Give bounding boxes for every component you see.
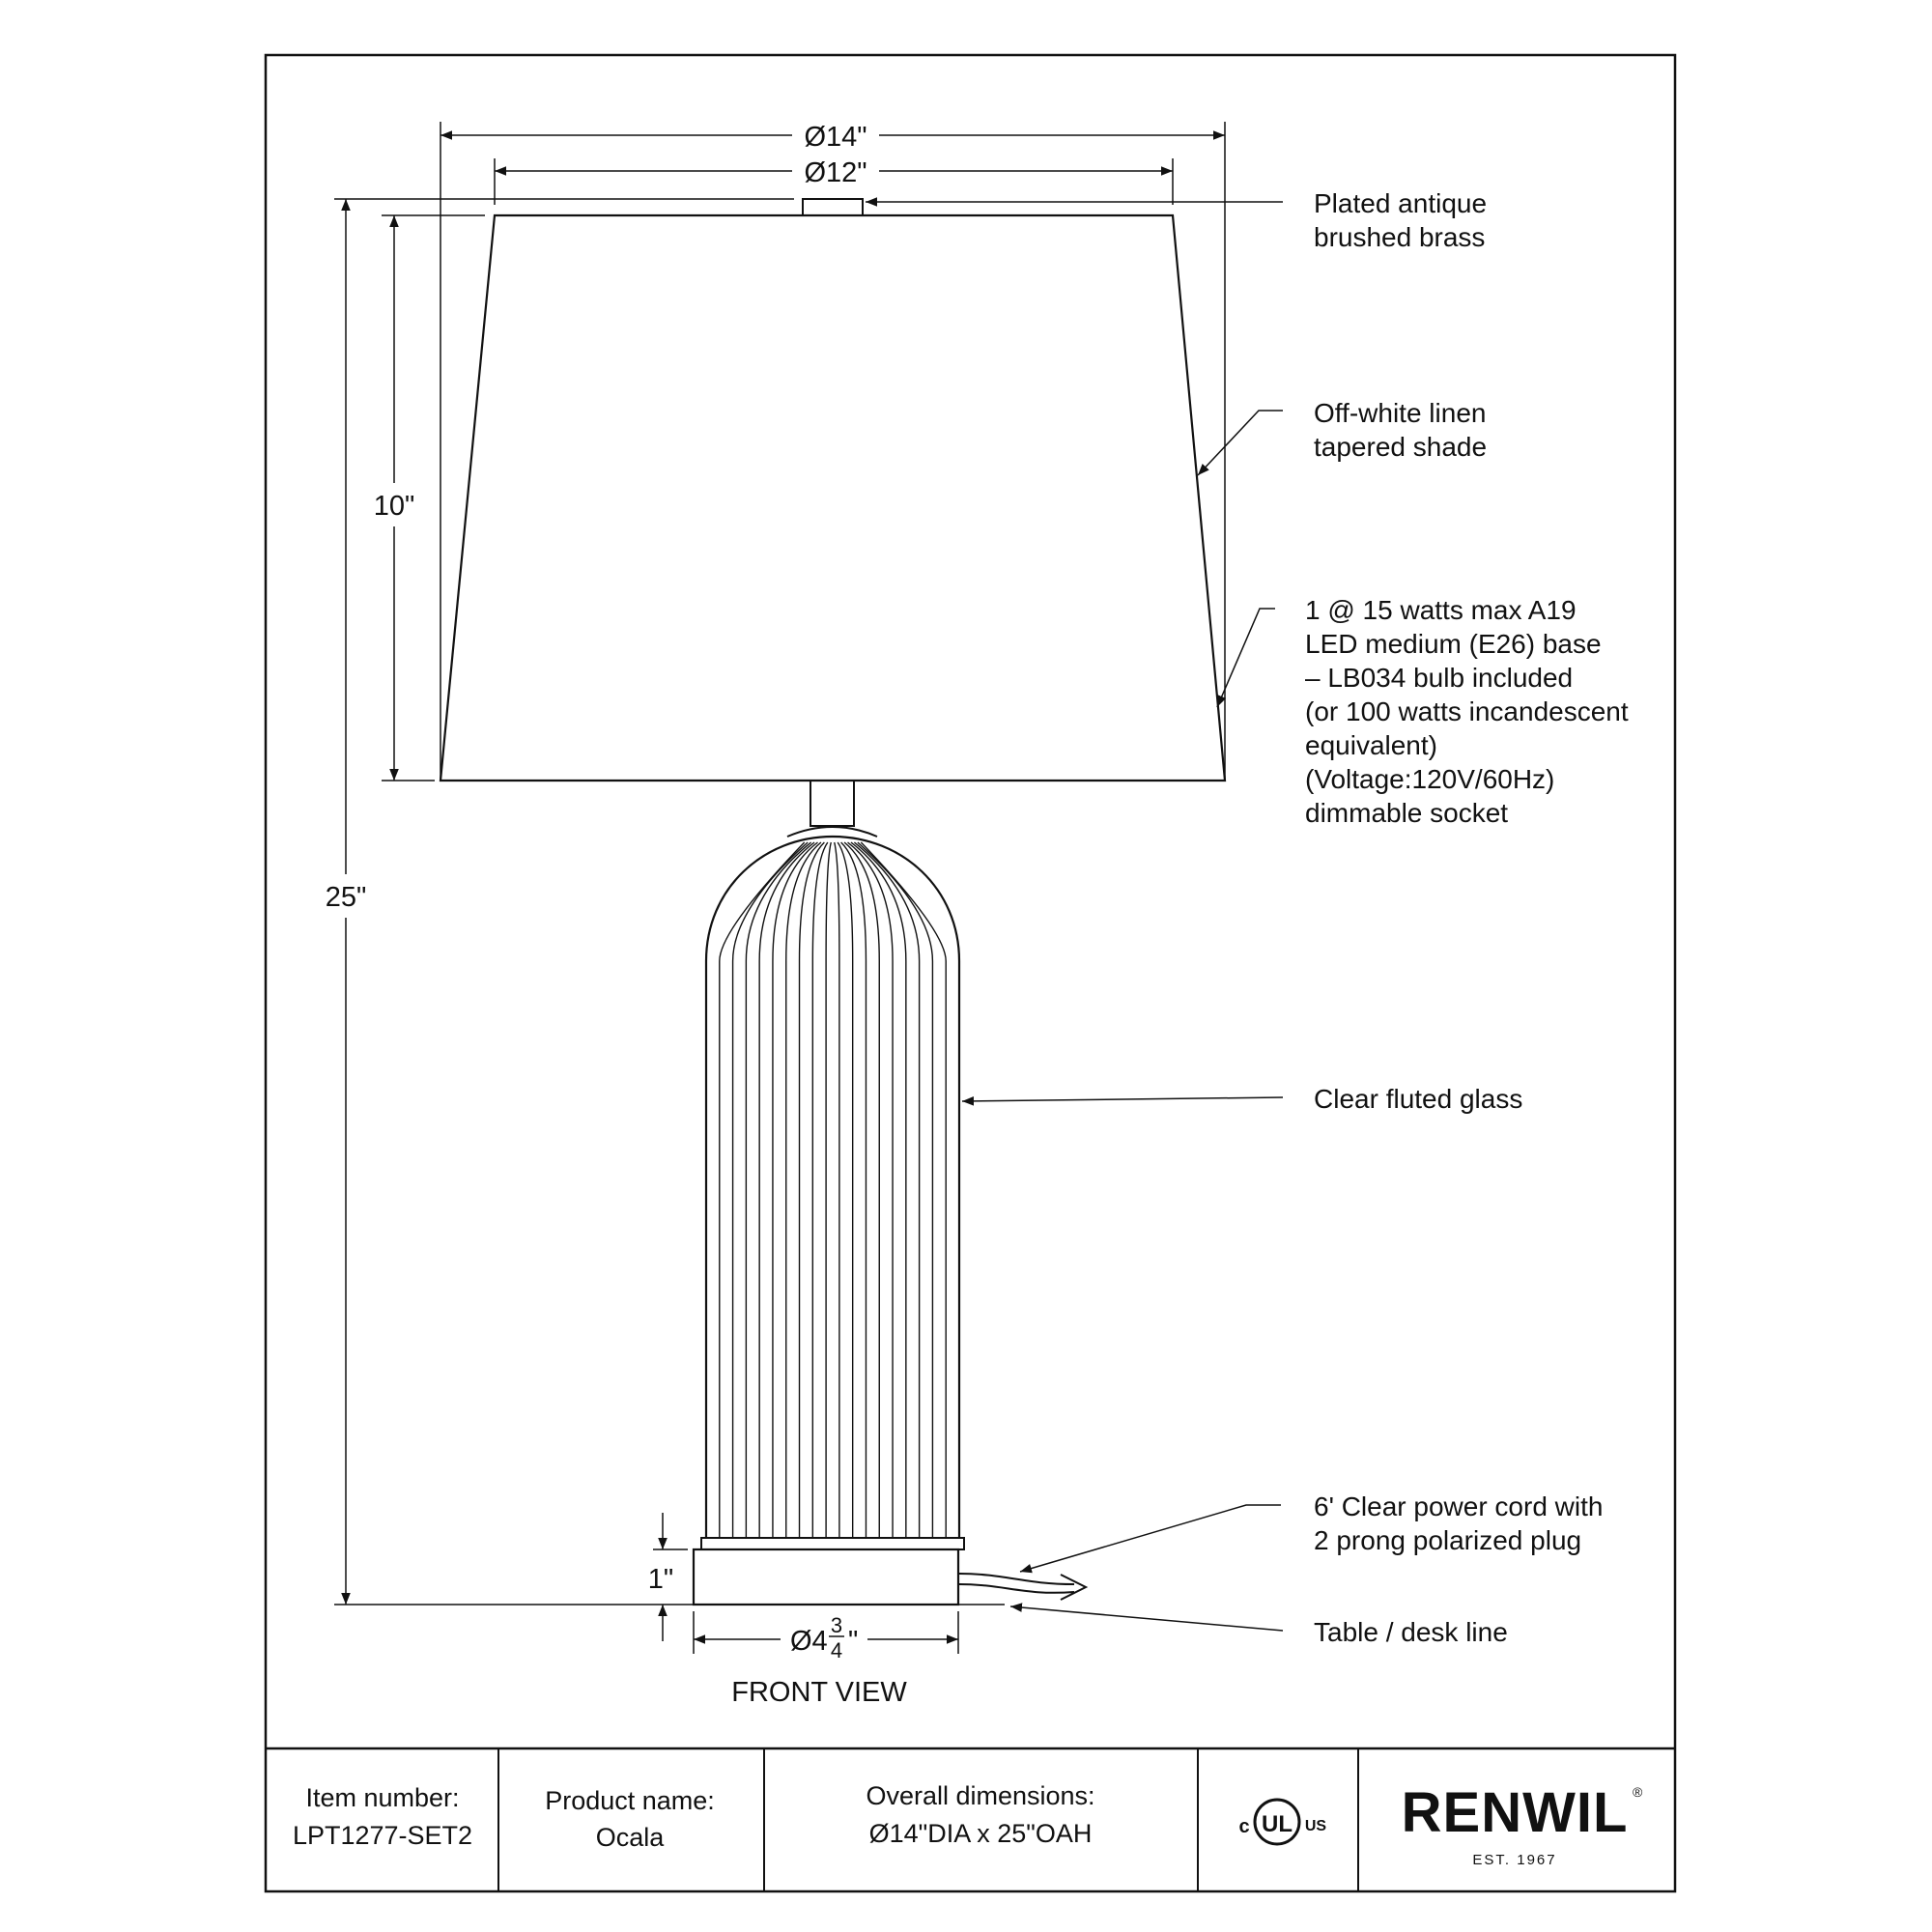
glass-flute: [786, 842, 821, 1538]
callout-table: Table / desk line: [1314, 1617, 1508, 1647]
callout-shade: Off-white linen tapered shade: [1314, 398, 1488, 462]
dim-base-diameter: Ø4: [790, 1626, 828, 1657]
svg-text:US: US: [1304, 1818, 1327, 1834]
item-number-label: Item number:: [305, 1783, 460, 1812]
glass-flute: [841, 842, 867, 1538]
product-name-label: Product name:: [545, 1786, 715, 1815]
base-collar: [701, 1538, 964, 1549]
culus-certification-mark: [1238, 1800, 1326, 1844]
dim-base-fraction-den: 4: [830, 1638, 843, 1662]
svg-text:EST. 1967: EST. 1967: [1472, 1852, 1557, 1868]
finial: [803, 199, 863, 215]
svg-text:UL: UL: [1262, 1811, 1293, 1837]
glass-body: [706, 837, 959, 1538]
lamp-base: [694, 1549, 958, 1605]
sheet-border: [266, 55, 1675, 1891]
glass-flute: [848, 842, 894, 1538]
dim-inner-diameter: Ø12": [804, 157, 867, 188]
power-cord: [959, 1574, 1086, 1600]
overall-dimensions-label: Overall dimensions:: [866, 1781, 1095, 1810]
svg-text:®: ®: [1633, 1784, 1643, 1800]
dim-base-diameter-suffix: ": [848, 1626, 859, 1657]
glass-flute: [858, 842, 933, 1538]
svg-text:c: c: [1238, 1816, 1250, 1837]
product-name-value: Ocala: [595, 1823, 665, 1852]
glass-flute: [854, 842, 919, 1538]
callout-cord: 6' Clear power cord with 2 prong polarized plug: [1314, 1492, 1604, 1555]
glass-flutes: [720, 842, 946, 1538]
dim-shade-height: 10": [373, 491, 415, 522]
glass-flute: [746, 842, 810, 1538]
glass-flute: [773, 842, 818, 1538]
svg-text:RENWIL: RENWIL: [1401, 1781, 1629, 1844]
dimension-labels: [326, 122, 908, 1708]
dimension-lines: [334, 122, 1225, 1654]
dim-base-fraction-num: 3: [830, 1613, 843, 1637]
dim-overall-height: 25": [325, 882, 367, 913]
callout-finial: Plated antique brushed brass: [1314, 188, 1488, 252]
glass-flute: [844, 842, 879, 1538]
neck-collar: [787, 827, 877, 837]
lamp-drawing: [440, 199, 1225, 1605]
glass-flute: [733, 842, 809, 1538]
title-block: [266, 1748, 1675, 1891]
lamp-shade: [440, 215, 1225, 781]
lamp-neck: [810, 781, 854, 826]
overall-dimensions-value: Ø14"DIA x 25"OAH: [868, 1819, 1093, 1848]
view-label: FRONT VIEW: [731, 1677, 907, 1708]
glass-flute: [835, 842, 839, 1538]
renwil-logo: [1402, 1781, 1643, 1868]
callout-labels: [1305, 188, 1635, 1647]
glass-flute: [800, 842, 825, 1538]
callout-glass: Clear fluted glass: [1314, 1084, 1523, 1114]
dim-base-height: 1": [647, 1564, 674, 1595]
item-number-value: LPT1277-SET2: [292, 1821, 473, 1850]
callout-bulb: 1 @ 15 watts max A19 LED medium (E26) base – LB034 bulb included (or 100 watts incandescent equivalent) (Voltage:120V/60Hz) dimmable socket: [1305, 595, 1629, 828]
dim-outer-diameter: Ø14": [804, 122, 867, 153]
leader-lines: [866, 202, 1283, 1631]
glass-flute: [826, 842, 831, 1538]
